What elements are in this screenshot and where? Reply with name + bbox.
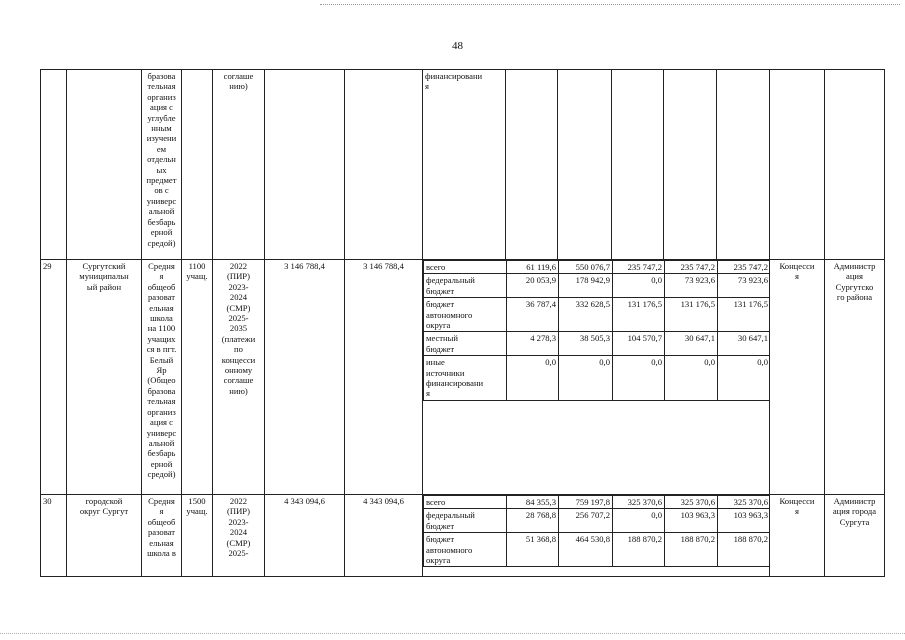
funding-line [424,356,770,401]
source-name: всего [424,496,507,509]
amount-cell: 0,0 [613,274,665,298]
municipality-cell: городской округ Сургут [67,495,142,577]
period-cell: 2022 (ПИР) 2023- 2024 (СМР) 2025- [213,495,265,577]
amount-cell: 103 963,3 [665,509,718,533]
scan-artifact-top [320,4,900,6]
amount-cell: 325 370,6 [718,496,770,509]
funding-grid [423,495,770,577]
amount-cell: 51 368,8 [507,533,559,567]
amount-cell: 325 370,6 [665,496,718,509]
period-cell: соглаше нию) [213,70,265,260]
funding-grid [423,260,770,495]
page-number: 48 [452,40,463,52]
amount-cell: 188 870,2 [718,533,770,567]
amount-cell: 235 747,2 [665,261,718,274]
funding-line [424,533,770,567]
funding-line [424,496,770,509]
amount-cell: 73 923,6 [718,274,770,298]
funding-line [424,274,770,298]
amount-cell: 759 197,8 [559,496,613,509]
amount-cell: 0,0 [559,356,613,401]
source-name: федеральный бюджет [424,509,507,533]
amount-cell: 30 647,1 [665,332,718,356]
amount-cell: 0,0 [507,356,559,401]
amount-cell: 325 370,6 [613,496,665,509]
capacity-cell: 1500 учащ. [182,495,213,577]
amount-cell: 103 963,3 [718,509,770,533]
amount-cell: 28 768,8 [507,509,559,533]
source-name: федеральный бюджет [424,274,507,298]
funding-line [424,261,770,274]
row-number: 30 [41,495,67,577]
amount-cell: 104 570,7 [613,332,665,356]
amount-cell: 550 076,7 [559,261,613,274]
source-name: бюджет автономного округа [424,533,507,567]
funding-line [424,298,770,332]
amount-cell: 84 355,3 [507,496,559,509]
amount-cell: 0,0 [665,356,718,401]
total-cost-cell: 4 343 094,6 [265,495,345,577]
amount-cell: 131 176,5 [718,298,770,332]
funding-line [424,332,770,356]
remaining-cost-cell: 4 343 094,6 [345,495,423,577]
amount-cell: 464 530,8 [559,533,613,567]
amount-cell: 0,0 [613,509,665,533]
amount-cell: 188 870,2 [613,533,665,567]
funding-line [424,509,770,533]
mechanism-cell: Концесси я [770,260,825,495]
amount-cell: 235 747,2 [613,261,665,274]
investment-table [40,69,885,577]
object-cell: бразова тельная организ ация с углубле нным изучени ем отдельн ых предмет ов с универс альной безбарь ерной средой) [142,70,182,260]
amount-cell: 4 278,3 [507,332,559,356]
amount-cell: 235 747,2 [718,261,770,274]
row-number: 29 [41,260,67,495]
mechanism-cell: Концесси я [770,495,825,577]
table-row [41,260,885,495]
municipality-cell: Сургутский муниципальн ый район [67,260,142,495]
source-name: местный бюджет [424,332,507,356]
amount-cell: 332 628,5 [559,298,613,332]
scan-artifact-bottom [0,633,905,635]
amount-cell: 73 923,6 [665,274,718,298]
amount-cell: 0,0 [718,356,770,401]
remaining-cost-cell: 3 146 788,4 [345,260,423,495]
object-cell: Средня я общеоб разоват ельная школа на 1100 учащих ся в пгт. Белый Яр (Общео бразова тельная организ ация с универс альной безбарь ерной средой) [142,260,182,495]
amount-cell: 0,0 [613,356,665,401]
amount-cell: 30 647,1 [718,332,770,356]
table-row [41,495,885,577]
amount-cell: 131 176,5 [665,298,718,332]
amount-cell: 188 870,2 [665,533,718,567]
amount-cell: 38 505,3 [559,332,613,356]
responsible-cell: Администр ация Сургутско го района [825,260,885,495]
period-cell: 2022 (ПИР) 2023- 2024 (СМР) 2025- 2035 (платежи по концесси онному соглаше нию) [213,260,265,495]
amount-cell: 178 942,9 [559,274,613,298]
responsible-cell: Администр ация города Сургута [825,495,885,577]
object-cell: Средня я общеоб разоват ельная школа в [142,495,182,577]
amount-cell: 36 787,4 [507,298,559,332]
amount-cell: 256 707,2 [559,509,613,533]
capacity-cell: 1100 учащ. [182,260,213,495]
source-name: иные источники финансировани я [424,356,507,401]
total-cost-cell: 3 146 788,4 [265,260,345,495]
continuation-row [41,70,885,260]
source-name: бюджет автономного округа [424,298,507,332]
amount-cell: 61 119,6 [507,261,559,274]
source-cell: финансировани я [423,70,506,260]
amount-cell: 131 176,5 [613,298,665,332]
amount-cell: 20 053,9 [507,274,559,298]
source-name: всего [424,261,507,274]
